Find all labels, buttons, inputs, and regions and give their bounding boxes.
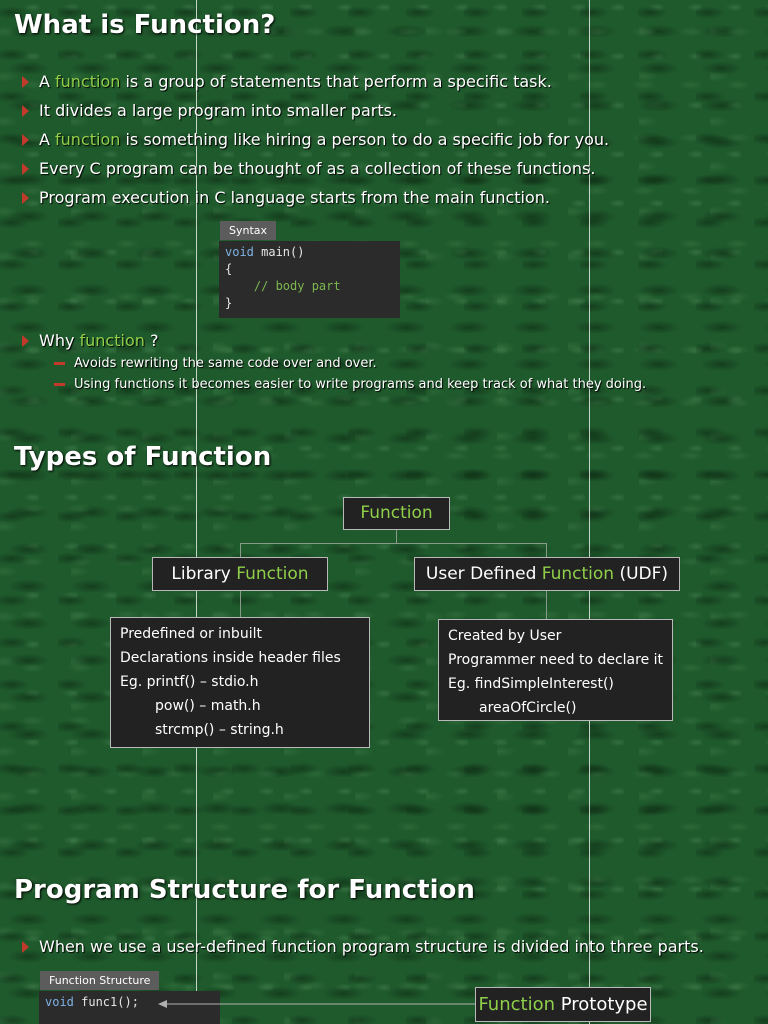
- tree-connector: [240, 543, 241, 557]
- dash-bullet-icon: [54, 362, 65, 365]
- bullet-arrow-icon: [22, 163, 29, 175]
- bullet-arrow-icon: [22, 105, 29, 117]
- tree-connector: [240, 591, 241, 617]
- tree-node-function: Function: [343, 497, 450, 530]
- intro-bullet-list: [22, 67, 609, 212]
- structure-bullet-list: [22, 932, 704, 961]
- tree-node-user-defined-function: User Defined Function (UDF): [414, 557, 680, 591]
- heading-types-of-function: Types of Function: [14, 442, 272, 472]
- library-function-info: [110, 617, 370, 748]
- bullet-arrow-icon: [22, 192, 29, 204]
- bullet-item: Every C program can be thought of as a collection of these functions.: [22, 154, 609, 183]
- bullet-item: It divides a large program into smaller parts.: [22, 96, 609, 125]
- tree-node-library-function: Library Function: [152, 557, 328, 591]
- udf-info: [438, 619, 673, 721]
- bullet-item: A function is a group of statements that perform a specific task.: [22, 67, 609, 96]
- bullet-item: Program execution in C language starts from the main function.: [22, 183, 609, 212]
- bullet-arrow-icon: [22, 76, 29, 88]
- bullet-item: A function is something like hiring a person to do a specific job for you.: [22, 125, 609, 154]
- bullet-arrow-icon: [22, 134, 29, 146]
- function-structure-code-block: void func1();: [39, 991, 220, 1024]
- info-line: areaOfCircle(): [479, 700, 577, 716]
- prototype-arrow-icon: [158, 997, 476, 1011]
- sub-bullet-item: Using functions it becomes easier to write programs and keep track of what they doing.: [54, 374, 646, 395]
- syntax-tag: Syntax: [220, 221, 276, 240]
- syntax-code-block: void main() { // body part }: [219, 241, 400, 318]
- heading-program-structure: Program Structure for Function: [14, 875, 475, 905]
- sub-bullet-item: Avoids rewriting the same code over and over.: [54, 353, 646, 374]
- info-line: Eg. printf() – stdio.h: [120, 674, 259, 690]
- bullet-item: When we use a user-defined function program structure is divided into three parts.: [22, 932, 704, 961]
- bullet-arrow-icon: [22, 335, 29, 347]
- info-line: Eg. findSimpleInterest(): [448, 676, 614, 692]
- dash-bullet-icon: [54, 383, 65, 386]
- why-sub-list: [54, 353, 646, 395]
- bullet-item-why: Why function ?: [22, 326, 158, 355]
- tree-connector: [546, 543, 547, 557]
- info-line: Predefined or inbuilt: [120, 626, 262, 642]
- info-line: Created by User: [448, 628, 562, 644]
- info-line: Programmer need to declare it: [448, 652, 664, 668]
- function-prototype-label: Function Prototype: [475, 987, 651, 1022]
- info-line: Declarations inside header files: [120, 650, 341, 666]
- tree-connector: [546, 591, 547, 619]
- why-bullet-list: [22, 326, 158, 355]
- tree-connector: [240, 543, 547, 544]
- tree-connector: [396, 530, 397, 544]
- bullet-arrow-icon: [22, 941, 29, 953]
- function-structure-tag: Function Structure: [40, 971, 159, 990]
- heading-what-is-function: What is Function?: [14, 10, 276, 40]
- info-line: strcmp() – string.h: [155, 722, 284, 738]
- info-line: pow() – math.h: [155, 698, 261, 714]
